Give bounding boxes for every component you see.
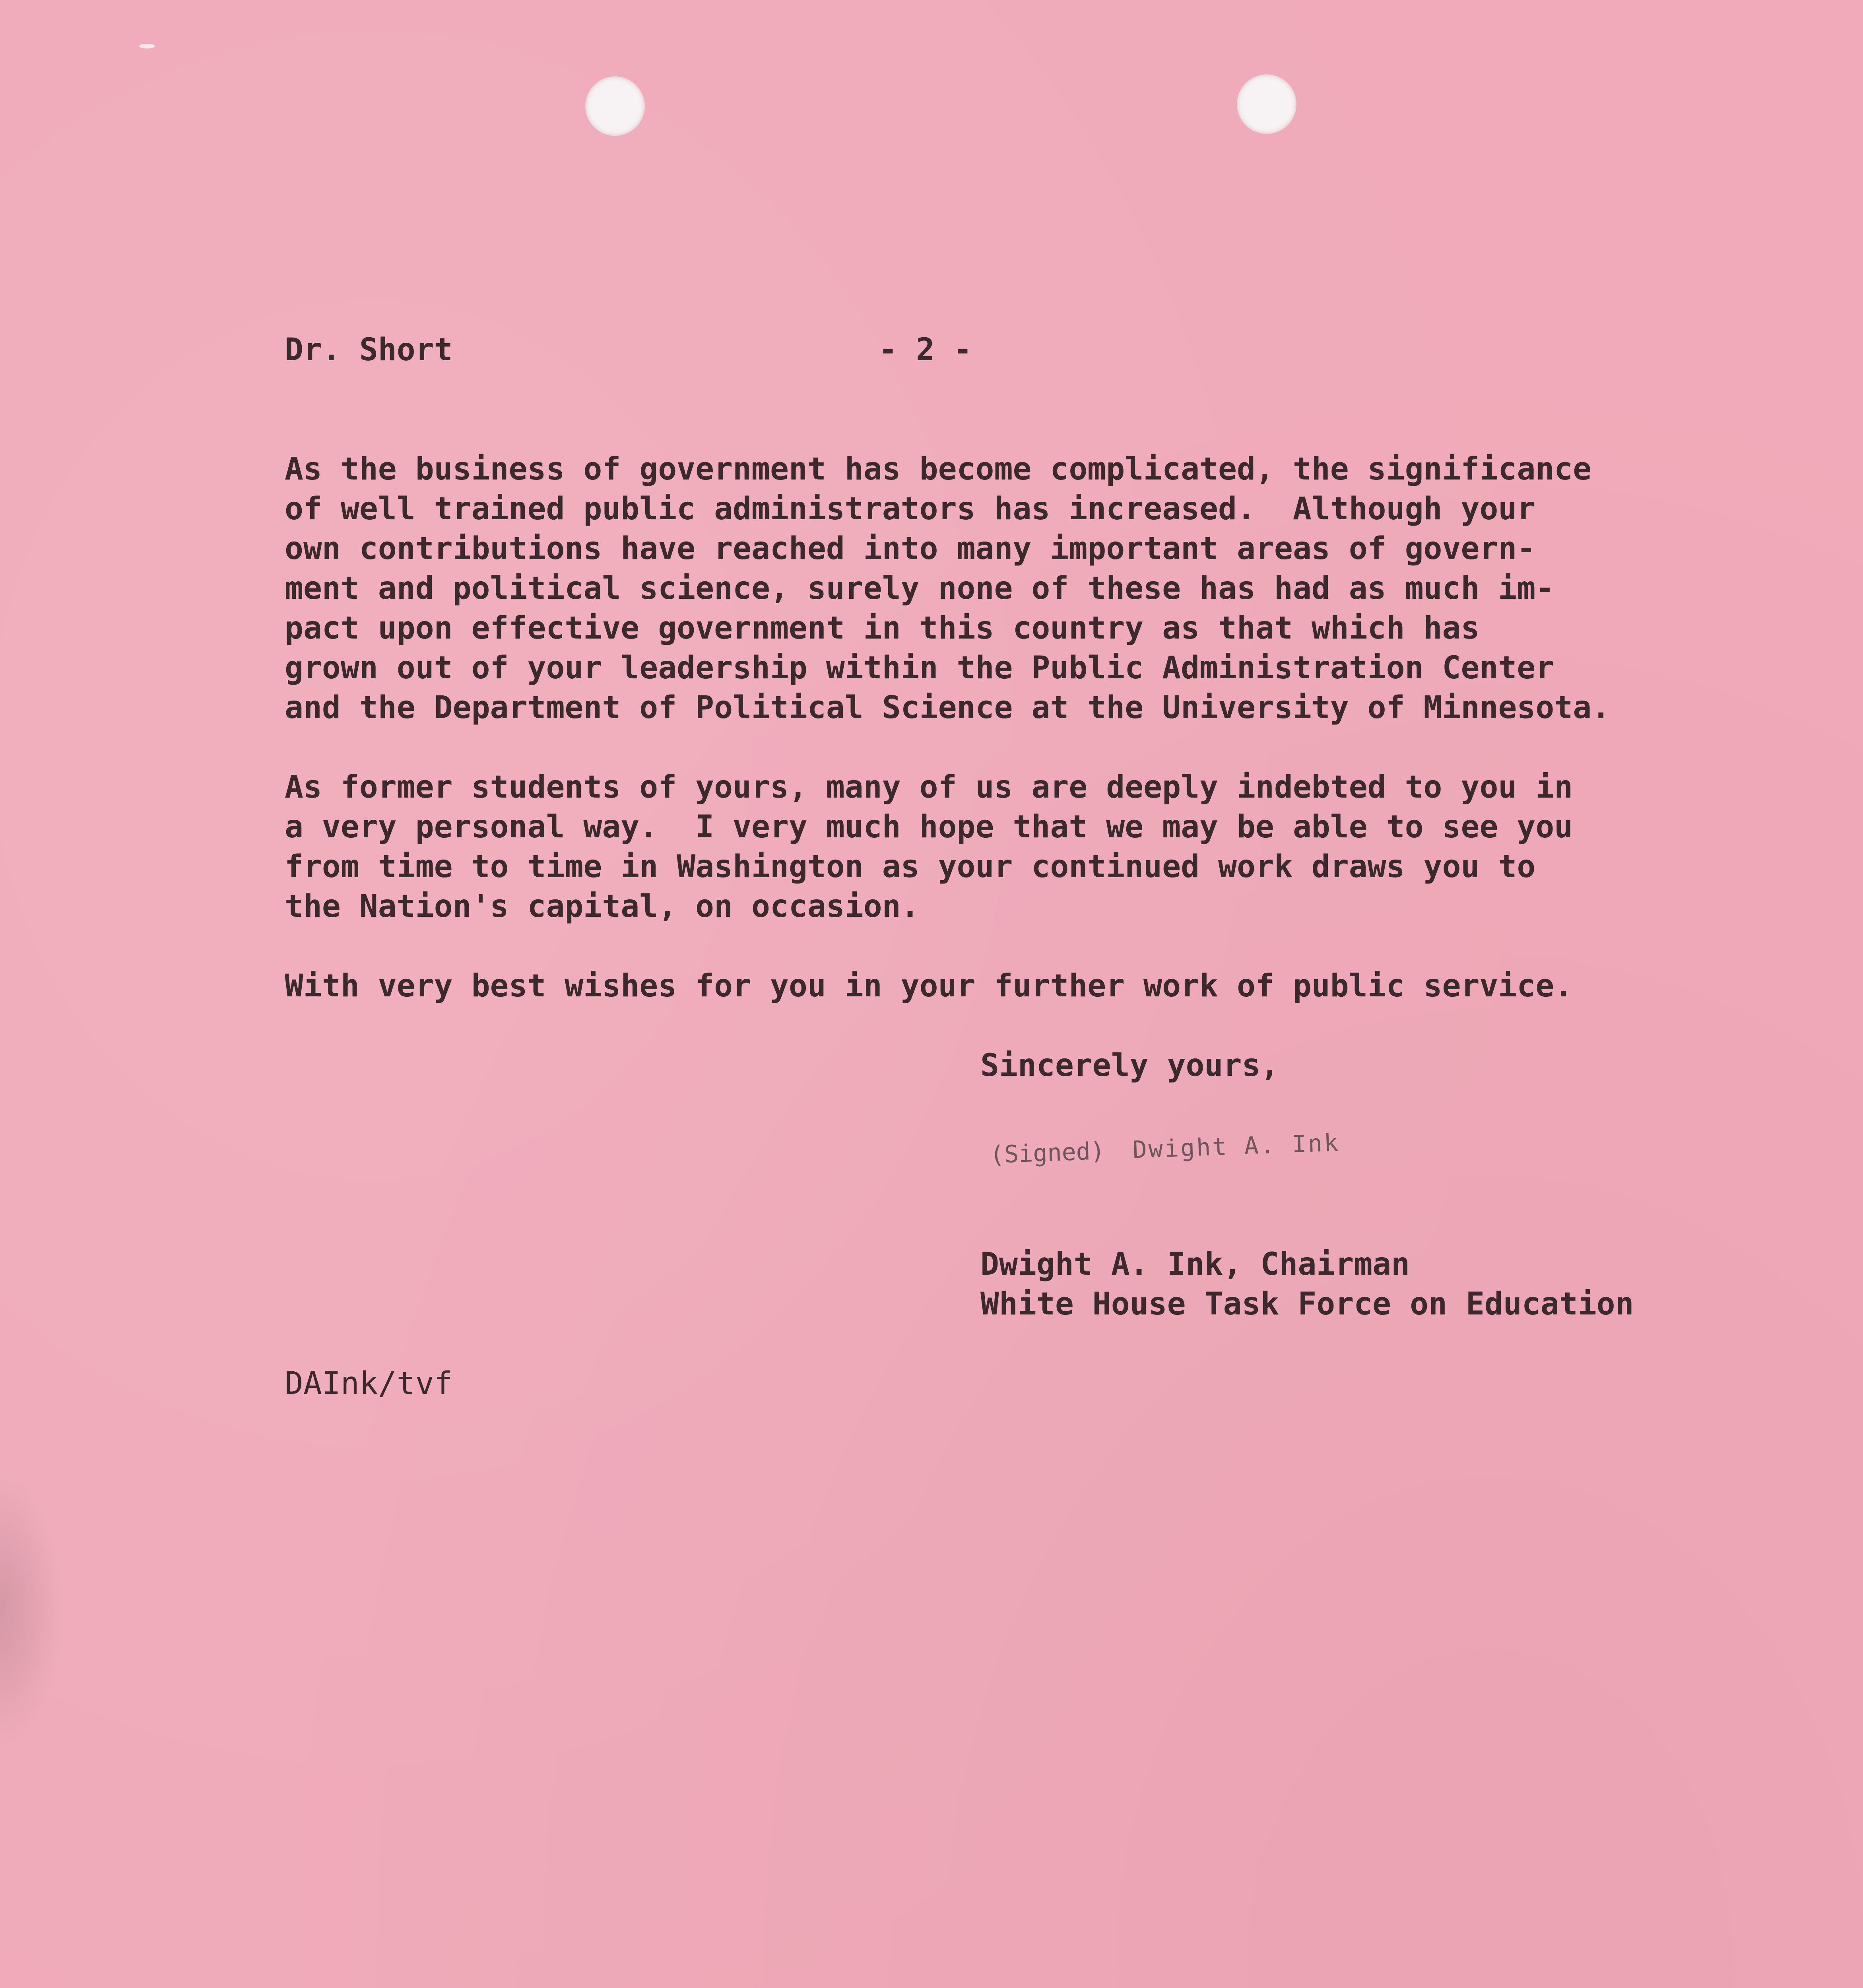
paper-speck [139, 44, 155, 49]
text-line: grown out of your leadership within the Public Administration Center [285, 650, 1554, 686]
punch-hole-right [1237, 74, 1296, 134]
paper-smudge [0, 1471, 64, 1749]
stamp-name: Dwight A. Ink [1132, 1129, 1341, 1164]
signatory-name: Dwight A. Ink, Chairman [980, 1246, 1410, 1282]
signature-stamp [990, 1129, 1341, 1169]
body-paragraph-3 [285, 966, 1724, 1006]
page-number: - 2 - [879, 332, 972, 368]
stamp-prefix: (Signed) [989, 1137, 1106, 1169]
text-line: and the Department of Political Science at the University of Minnesota. [285, 690, 1611, 726]
punch-hole-left [585, 76, 645, 136]
recipient-header: Dr. Short [285, 332, 453, 368]
signatory-title: White House Task Force on Education [980, 1286, 1634, 1322]
text-line: ment and political science, surely none of these has had as much im- [285, 571, 1554, 606]
text-line: of well trained public administrators has increased. Although your [285, 491, 1536, 527]
reference-initials: DAInk/tvf [285, 1366, 453, 1402]
body-paragraph-1 [285, 449, 1724, 728]
text-line: With very best wishes for you in your further work of public service. [285, 968, 1573, 1004]
closing-text: Sincerely yours, [980, 1048, 1279, 1083]
text-line: As former students of yours, many of us are deeply indebted to you in [285, 769, 1573, 805]
text-line: pact upon effective government in this country as that which has [285, 610, 1480, 646]
text-line: a very personal way. I very much hope that we may be able to see you [285, 809, 1573, 845]
text-line: the Nation's capital, on occasion. [285, 889, 920, 924]
text-line: from time to time in Washington as your continued work draws you to [285, 849, 1536, 885]
text-line: own contributions have reached into many important areas of govern- [285, 531, 1536, 567]
signatory-block [980, 1244, 1634, 1324]
complimentary-close [980, 1046, 1279, 1085]
body-paragraph-2 [285, 767, 1724, 926]
text-line: As the business of government has become complicated, the significance [285, 451, 1592, 487]
